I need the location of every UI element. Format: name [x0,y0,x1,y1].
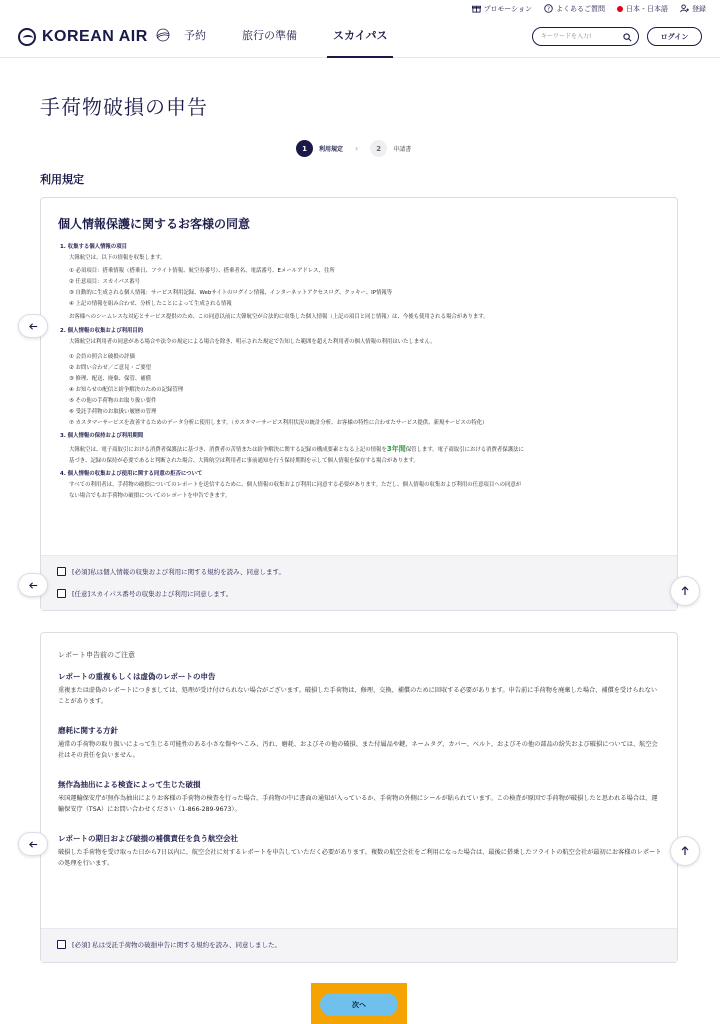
search-box [532,27,639,46]
retention-period-highlight: 3年間 [386,445,406,453]
step-1-label: 利用規定 [319,146,344,153]
main-nav [184,18,387,58]
notice-block-title: 磨耗に関する方針 [58,726,118,735]
checkbox-required-baggage[interactable] [57,940,66,949]
consent-optional-skypass[interactable] [57,589,232,598]
privacy-s2-item: ① 会員の照合と破損の評価 [69,354,135,360]
privacy-section-3-title: 3. 個人情報の保持および利用期間 [60,433,144,439]
svg-text:?: ? [547,6,550,13]
privacy-s1-item: ① 必須項目：搭乗情報（搭乗日、フライト情報、航空券番号）、搭乗者名、電話番号、Eメールアドレス、住所 [69,268,335,274]
notice-block-text: 重複または虚偽のレポートにつきましては、処理が受け付けられない場合がございます。破損した手荷物は、修理、交換、補償のために回収する必要があります。申告前に手荷物を廃棄した場合、補償を受けられないことがあります。 [58,687,658,705]
privacy-s3-text-a: 大韓航空は、電子商取引における消費者保護法に基づき、消費者の苦情または紛争解決に関する記録の構成要素となる上記の情報を [69,447,387,453]
privacy-s2-item: ⑥ 受託手荷物のお取扱い履歴の管理 [69,409,157,415]
section-title: 利用規定 [40,173,84,186]
notice-block-text: 破損した手荷物を受け取った日から7日以内に、航空会社に対するレポートを申告していただく必要があります。複数の航空会社をご利用になった場合は、最後に搭乗したフライトの航空会社が最初にお客様のレポートの処理を行います。 [58,849,662,867]
privacy-s1-item: ③ 自動的に生成される個人情報：サービス利用記録、Webサイトのログイン情報、インターネットアクセスログ、クッキー、IP情報等 [69,290,393,296]
chevron-right-icon: › [355,144,359,153]
notice-block [58,671,662,707]
nav-skypass[interactable]: スカイパス [333,18,387,58]
notice-block [58,725,662,761]
privacy-s3-text-b: 保管します。電子商取引における消費者保護法に [405,447,524,453]
region-selector[interactable] [617,4,668,14]
notice-card [40,632,678,963]
signup-link[interactable] [680,4,706,15]
next-button[interactable]: 次へ [320,993,398,1016]
region-label: 日本 - 日本語 [626,5,668,13]
privacy-s4-text-2: ない場合でもお手荷物の破損についてのレポートを申告できます。 [69,493,231,499]
back-button[interactable] [18,832,48,856]
privacy-s2-item: ⑤ その他の手荷物のお取り扱い要件 [69,398,157,404]
faq-link[interactable] [544,4,605,15]
consent-baggage-label: [必須] 私は受託手荷物の破損申告に関する規約を読み、同意しました。 [72,941,282,949]
privacy-s1-note: お客様へのシームレスな対応とサービス提供のため、この同意以前に大韓航空が合法的に収集した個人情報（上記の項目と同じ情報）は、今後も使用される場合があります。 [69,314,489,320]
question-icon [544,4,553,15]
privacy-s4-text: すべての利用者は、手荷物の破損についてのレポートを送信するために、個人情報の収集および利用に同意する必要があります。ただし、個人情報の収集および利用の任意項目への同意が [69,482,522,488]
scroll-top-button[interactable] [670,576,700,606]
search-input[interactable] [541,33,623,40]
notice-block-text: 米国運輸保安庁が無作為抽出によりお客様の手荷物の検査を行った場合、手荷物の中に書面の通知が入っているか、手荷物の外側にシールが貼られています。この検査が原因で手荷物が破損したと思われる場合は、運輸保安庁（TSA）にお問い合わせください（1-866-289-9673）。 [58,795,658,813]
checkbox-optional-skypass[interactable] [57,589,66,598]
step-1-number: 1 [296,140,313,157]
korean-air-logo[interactable] [18,27,172,46]
step-indicator [296,140,411,157]
utility-bar [472,0,706,18]
consent-required-privacy[interactable] [57,567,285,576]
arrow-left-icon [28,576,39,595]
search-icon[interactable] [623,27,632,46]
notice-block-title: レポートの重複もしくは虚偽のレポートの申告 [58,672,216,681]
privacy-title: 個人情報保護に関するお客様の同意 [58,217,251,231]
privacy-s1-intro: 大韓航空は、以下の情報を収集します。 [69,255,166,261]
skyteam-emblem-icon [154,27,172,46]
main-header [0,18,720,58]
privacy-consent-area [41,555,677,610]
notice-block-text: 通常の手荷物の取り扱いによって生じる可能性のある小さな傷やへこみ、汚れ、磨耗、およびその他の破損、また付属品や鍵、ネームタグ、カバー、ベルト、およびその他の部品の紛失および破損については、航空会社はその責任を負いません。 [58,741,658,759]
arrow-left-icon [28,317,39,336]
arrow-left-icon [28,835,39,854]
notice-body [58,671,662,887]
privacy-section-2-title: 2. 個人情報の収集および利用目的 [60,328,144,334]
nav-booking[interactable]: 予約 [184,29,206,42]
page-title: 手荷物破損の申告 [40,95,208,119]
privacy-s2-intro: 大韓航空は利用者の同意がある場合や法令の規定による場合を除き、明示された規定で告知した範囲を超えた利用者の個人情報の利用はいたしません。 [69,339,436,345]
privacy-s1-item: ② 任意項目：スカイパス番号 [69,279,140,285]
privacy-s2-item: ② お問い合わせ／ご意見・ご要望 [69,365,152,371]
logo-icon [18,28,36,46]
step-2-number: 2 [370,140,387,157]
signup-label: 登録 [692,5,706,13]
privacy-s2-item: ④ お知らせの配信と紛争解決のための記録管理 [69,387,184,393]
privacy-section-1-title: 1. 収集する個人情報の項目 [60,244,127,250]
user-plus-icon [680,4,689,15]
flag-icon [617,6,623,12]
promotion-link[interactable] [472,4,532,15]
privacy-section-4-title: 4. 個人情報の収集および使用に関する同意の拒否について [60,471,203,477]
arrow-up-icon [679,842,691,861]
checkbox-required-privacy[interactable] [57,567,66,576]
faq-label: よくあるご質問 [556,5,606,13]
step-2-label: 申請書 [393,146,412,153]
back-button[interactable] [18,573,48,597]
notice-heading: レポート申告前のご注意 [58,651,135,659]
nav-travel-prep[interactable]: 旅行の準備 [242,29,297,42]
back-button[interactable] [18,314,48,338]
gift-icon [472,4,481,15]
logo-text: KOREAN AIR [42,27,148,45]
privacy-s2-item: ⑦ カスタマーサービスを改善するためのデータ分析に使用します。（カスタマーサービス利用状況の統計分析、お客様の特性に合わせたサービス提供、新規サービスの特化） [69,420,488,426]
notice-block [58,833,662,869]
privacy-consent-card [40,197,678,611]
notice-block-title: レポートの期日および破損の補償責任を負う航空会社 [58,834,238,843]
arrow-up-icon [679,582,691,601]
consent-required-baggage[interactable] [57,940,281,949]
consent-required-label: [必須]私は個人情報の収集および利用に関する規約を読み、同意します。 [72,568,285,576]
next-button-focus-ring [311,983,407,1024]
notice-block [58,779,662,815]
scroll-top-button[interactable] [670,836,700,866]
privacy-s1-item: ④ 上記の情報を組み合わせ、分析したことによって生成される情報 [69,301,232,307]
notice-consent-area [41,928,677,962]
privacy-s3-text [60,444,665,456]
promotion-label: プロモーション [483,5,533,13]
privacy-s3-text-c: 基づき、記録の保持が必要であると判断された場合、大韓航空は利用者に事前通知を行う保持期間を示して個人情報を保存する場合があります。 [69,458,419,464]
notice-block-title: 無作為抽出による検査によって生じた破損 [58,780,201,789]
login-button[interactable]: ログイン [647,27,702,46]
consent-optional-label: [任意]スカイパス番号の収集および利用に同意します。 [72,590,233,598]
privacy-body [60,242,665,502]
privacy-s2-item: ③ 修理、配送、廃棄、保管、補償 [69,376,152,382]
